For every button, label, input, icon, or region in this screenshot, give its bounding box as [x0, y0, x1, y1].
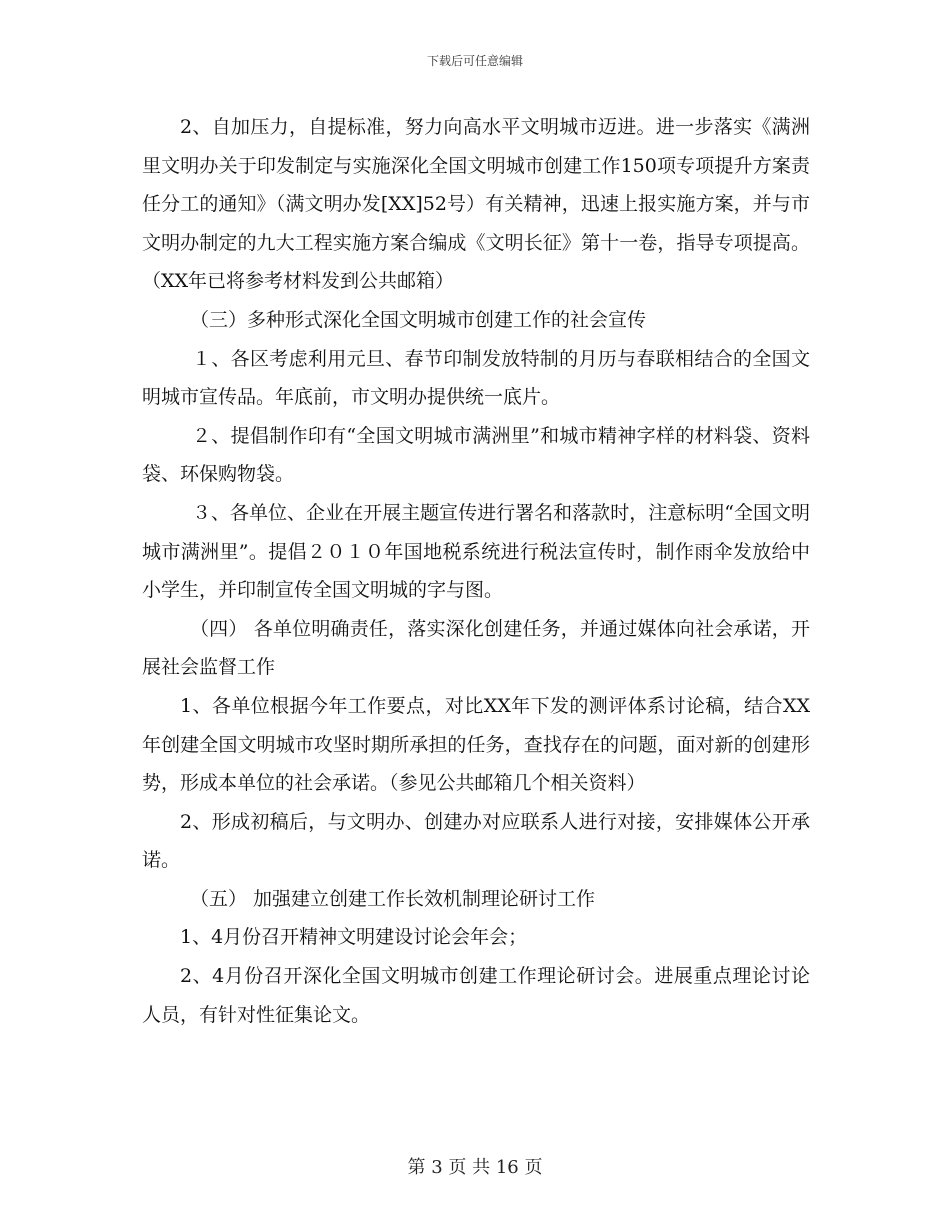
paragraph-item-1-commitment: 1、各单位根据今年工作要点，对比XX年下发的测评体系讨论稿，结合XX年创建全国文明城市攻坚时期所承担的任务，查找存在的问题，面对新的创建形势，形成本单位的社会承诺。（参见公共邮箱几个相关资料）	[142, 694, 810, 795]
page-number-footer: 第 3 页 共 16 页	[407, 1157, 543, 1178]
document-body	[142, 108, 810, 1034]
paragraph-item-1-calendar: １、各区考虑利用元旦、春节印制发放特制的月历与春联相结合的全国文明城市宣传品。年底前，市文明办提供统一底片。	[142, 347, 810, 409]
section-heading-4: （四） 各单位明确责任，落实深化创建任务，并通过媒体向社会承诺，开展社会监督工作	[142, 617, 810, 679]
paragraph-item-3-signature: ３、各单位、企业在开展主题宣传进行署名和落款时，注意标明“全国文明城市满洲里”。提倡２０１０年国地税系统进行税法宣传时，制作雨伞发放给中小学生，并印制宣传全国文明城的字与图。	[142, 501, 810, 602]
paragraph-item-2-standards: 2、自加压力，自提标准，努力向高水平文明城市迈进。进一步落实《满洲里文明办关于印发制定与实施深化全国文明城市创建工作150项专项提升方案责任分工的通知》（满文明办发[XX]52号）有关精神，迅速上报实施方案，并与市文明办制定的九大工程实施方案合编成《文明长征》第十一卷，指导专项提高。（XX年已将参考材料发到公共邮箱）	[142, 116, 810, 293]
paragraph-item-2-media: 2、形成初稿后，与文明办、创建办对应联系人进行对接，安排媒体公开承诺。	[142, 810, 810, 872]
section-heading-3: （三）多种形式深化全国文明城市创建工作的社会宣传	[190, 308, 647, 331]
paragraph-item-2-seminar: 2、4月份召开深化全国文明城市创建工作理论研讨会。进展重点理论讨论人员，有针对性征集论文。	[142, 965, 810, 1026]
paragraph-item-1-annual-meeting: 1、4月份召开精神文明建设讨论会年会；	[180, 926, 528, 949]
paragraph-item-2-bags: ２、提倡制作印有“全国文明城市满洲里”和城市精神字样的材料袋、资料袋、环保购物袋。	[142, 424, 810, 486]
section-heading-5: （五） 加强建立创建工作长效机制理论研讨工作	[190, 887, 596, 910]
page-header: 下载后可任意编辑	[426, 54, 523, 68]
